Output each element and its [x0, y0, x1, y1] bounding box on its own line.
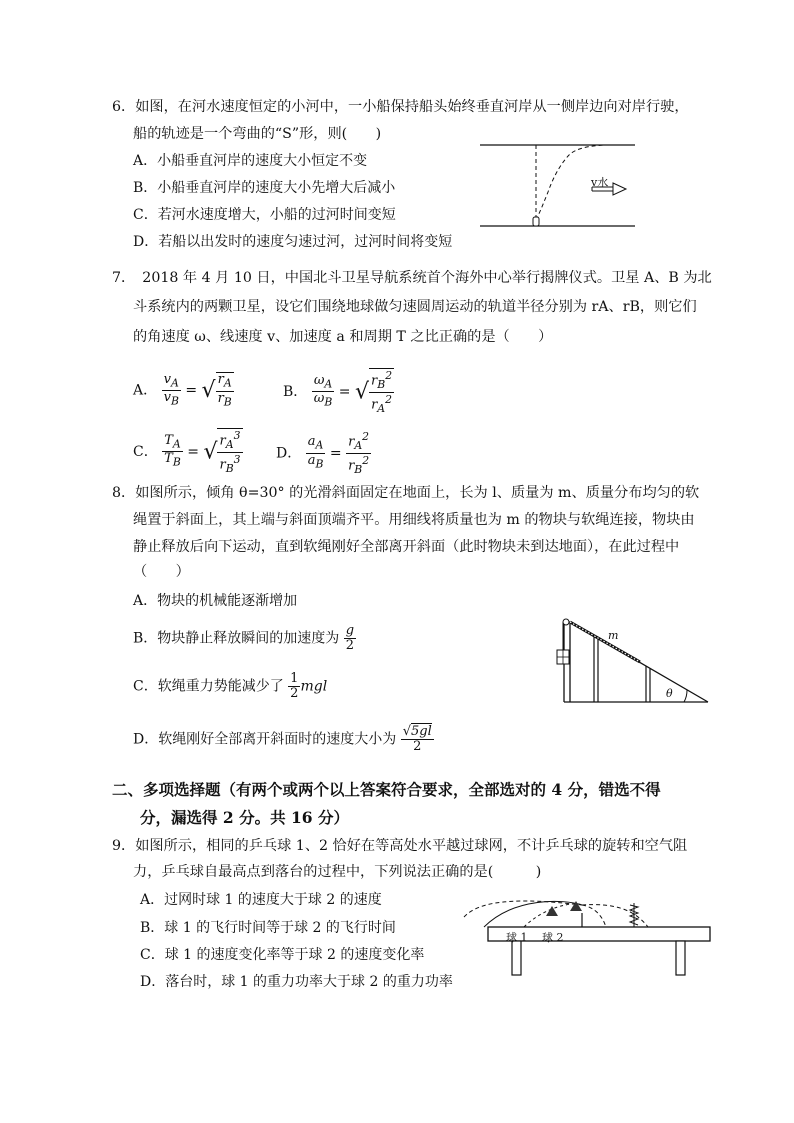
- q7-option-c: C． $\frac{T_A}{T_B}$ = √ $\frac{r_A^3}{r_B^3}$: [133, 429, 241, 475]
- section2-heading-line2: 分，漏选得 2 分。共 16 分）: [140, 808, 349, 827]
- q8-stem-line4: （ ）: [133, 564, 190, 580]
- q7-option-d-label: D．: [276, 445, 302, 462]
- q8-option-d-fraction: $\frac{√5gl}{2}$: [402, 724, 432, 754]
- q8-incline-figure: [548, 616, 718, 708]
- q8-option-b-fraction: $\frac{g}{2}$: [345, 623, 355, 653]
- q7-option-b-rhs: $\frac{r_B^2}{r_A^2}$: [371, 369, 393, 415]
- q7-option-c-rhs: $\frac{r_A^3}{r_B^3}$: [219, 429, 241, 475]
- q9-figure-ball2-label: 球 2: [542, 931, 564, 944]
- q7-option-c-label: C．: [133, 443, 158, 460]
- q7-option-b: B． $\frac{\omega_A}{\omega_B}$ = √ $\frac{r_B^2}{r_A^2}$: [283, 369, 393, 415]
- q7-option-d-rhs: $\frac{r_A^2}{r_B^2}$: [348, 430, 370, 476]
- q7-option-c-lhs: $\frac{T_A}{T_B}$: [164, 432, 181, 470]
- q7-option-a: A． $\frac{v_A}{v_B}$ = √ $\frac{r_A}{r_B}$: [133, 371, 232, 409]
- q9-option-d: D．落台时，球 1 的重力功率大于球 2 的重力功率: [140, 974, 453, 990]
- q8-option-a: A．物块的机械能逐渐增加: [133, 593, 298, 609]
- q7-option-d: D． $\frac{a_A}{a_B}$ = $\frac{r_A^2}{r_B^2}$: [276, 430, 370, 476]
- q7-option-d-lhs: $\frac{a_A}{a_B}$: [307, 434, 324, 471]
- q9-option-c: C．球 1 的速度变化率等于球 2 的速度变化率: [140, 947, 425, 963]
- q6-option-b: B．小船垂直河岸的速度大小先增大后减小: [133, 180, 396, 196]
- q6-option-a: A．小船垂直河岸的速度大小恒定不变: [133, 153, 368, 169]
- q6-river-velocity-label: v水: [591, 176, 609, 189]
- q7-option-a-rhs: $\frac{r_A}{r_B}$: [217, 372, 232, 409]
- q7-option-a-label: A．: [133, 382, 158, 399]
- q8-option-b-text: B．物块静止释放瞬间的加速度为: [133, 630, 340, 647]
- q8-stem-line3: 静止释放后向下运动，直到软绳刚好全部离开斜面（此时物块未到达地面），在此过程中: [133, 539, 680, 555]
- q8-figure-angle-label: θ: [666, 687, 673, 700]
- q8-stem-line1: 8．如图所示，倾角 θ=30° 的光滑斜面固定在地面上，长为 l、质量为 m、质量分布均匀的软: [112, 485, 700, 501]
- q9-option-a: A．过网时球 1 的速度大于球 2 的速度: [140, 892, 382, 908]
- q6-stem-line1: 6．如图，在河水速度恒定的小河中，一小船保持船头始终垂直河岸从一侧岸边向对岸行驶，: [112, 99, 689, 115]
- q6-option-d: D．若船以出发时的速度匀速过河，过河时间将变短: [133, 234, 453, 250]
- q8-option-c-fraction: $\frac{1}{2}$: [290, 671, 299, 701]
- q9-option-b: B．球 1 的飞行时间等于球 2 的飞行时间: [140, 920, 396, 936]
- q8-option-c: C．软绳重力势能减少了 $\frac{1}{2}$ mgl: [133, 671, 328, 701]
- q7-stem-line1: 7． 2018 年 4 月 10 日，中国北斗卫星导航系统首个海外中心举行揭牌仪式。卫星 A、B 为北: [112, 270, 712, 286]
- q6-stem-line2: 船的轨迹是一个弯曲的“S”形，则( ): [133, 126, 382, 142]
- q9-table-tennis-figure: [464, 893, 714, 978]
- q7-option-a-lhs: $\frac{v_A}{v_B}$: [163, 371, 179, 408]
- section2-heading-line1: 二、多项选择题（有两个或两个以上答案符合要求，全部选对的 4 分，错选不得: [112, 780, 661, 799]
- q9-figure-ball1-label: 球 1: [506, 931, 528, 944]
- q7-option-b-lhs: $\frac{\omega_A}{\omega_B}$: [313, 372, 333, 410]
- q7-stem-line3: 的角速度 ω、线速度 v、加速度 a 和周期 T 之比正确的是（ ）: [133, 329, 553, 345]
- q6-river-figure: [480, 140, 640, 235]
- q8-option-c-text: C．软绳重力势能减少了: [133, 678, 284, 695]
- q9-stem-line1: 9．如图所示，相同的乒乓球 1、2 恰好在等高处水平越过球网，不计乒乓球的旋转和空气阻: [112, 838, 688, 854]
- q8-figure-mass-label: m: [608, 629, 619, 642]
- q8-option-d: [133, 725, 434, 754]
- q8-stem-line2: 绳置于斜面上，其上端与斜面顶端齐平。用细线将质量也为 m 的物块与软绳连接，物块由: [133, 512, 695, 528]
- q7-option-b-label: B．: [283, 383, 308, 400]
- q8-option-d-text: D．软绳刚好全部离开斜面时的速度大小为: [133, 731, 397, 748]
- q6-option-c: C．若河水速度增大，小船的过河时间变短: [133, 207, 396, 223]
- q8-option-b: [133, 624, 356, 653]
- q7-stem-line2: 斗系统内的两颗卫星，设它们围绕地球做匀速圆周运动的轨道半径分别为 rA、rB，则它们: [133, 299, 697, 315]
- q9-stem-line2: 力，乒乓球自最高点到落台的过程中，下列说法正确的是( ): [133, 864, 542, 880]
